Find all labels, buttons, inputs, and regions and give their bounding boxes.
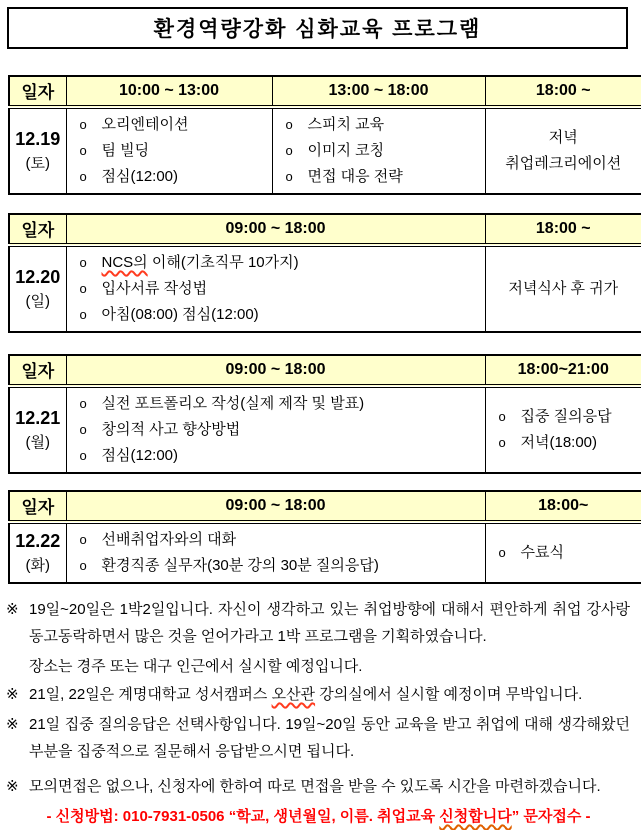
note-paragraph — [6, 773, 630, 800]
header-row — [9, 214, 641, 245]
program-list-cell — [66, 245, 485, 332]
program-center-text — [486, 123, 641, 179]
header-row — [9, 76, 641, 107]
note-text: 장소는 경주 또는 대구 인근에서 실시할 예정입니다. — [29, 658, 362, 675]
body-row — [9, 107, 641, 194]
program-list — [486, 401, 641, 459]
date-column-header: 일자 — [9, 491, 66, 522]
day-of-week: (토) — [10, 152, 66, 175]
note-marker: ※ — [6, 596, 29, 623]
date-cell — [9, 522, 66, 583]
schedule-table-12.19 — [8, 75, 641, 195]
time-column-header: 09:00 ~ 18:00 — [66, 355, 485, 386]
time-column-header: 18:00~21:00 — [485, 355, 641, 386]
program-list-cell — [66, 386, 485, 473]
program-item — [499, 404, 638, 430]
bullet-icon: o — [80, 276, 102, 302]
program-center-text — [486, 274, 641, 304]
program-center-cell — [485, 107, 641, 194]
program-item-label: 점심(12:00) — [102, 164, 179, 190]
bullet-icon: o — [80, 417, 102, 443]
document-title: 환경역량강화 심화교육 프로그램 — [154, 13, 482, 43]
program-center-line: 취업레크리에이션 — [488, 151, 640, 177]
note-paragraph — [6, 596, 630, 650]
note-paragraph — [6, 711, 630, 765]
notes-section — [0, 596, 637, 800]
date-cell — [9, 107, 66, 194]
program-item-label: NCS의 이해(기초직무 10가지) — [102, 250, 299, 276]
note-text: 19일~20일은 1박2일입니다. 자신이 생각하고 있는 취업방향에 대해서 편안하게 취업 강사랑 동고동락하면서 많은 것을 얻어가라고 1박 프로그램을 기획하였습니다. — [29, 601, 630, 645]
date-column-header: 일자 — [9, 76, 66, 107]
date-value: 12.22 — [10, 529, 66, 554]
program-item — [80, 417, 481, 443]
time-column-header: 18:00 ~ — [485, 214, 641, 245]
time-column-header: 13:00 ~ 18:00 — [272, 76, 485, 107]
day-of-week: (화) — [10, 554, 66, 577]
bullet-icon: o — [80, 164, 102, 190]
program-list — [67, 247, 485, 331]
date-cell — [9, 245, 66, 332]
date-cell — [9, 386, 66, 473]
program-item — [499, 540, 638, 566]
program-list-cell — [272, 107, 485, 194]
program-item-label: 선배취업자와의 대화 — [102, 527, 237, 553]
date-column-header: 일자 — [9, 214, 66, 245]
note-paragraph — [6, 681, 630, 708]
document-page — [0, 7, 637, 807]
program-item — [80, 302, 481, 328]
date-value: 12.21 — [10, 406, 66, 431]
program-center-line: 저녁 — [488, 125, 640, 151]
program-item-label: 오리엔테이션 — [102, 112, 189, 138]
bullet-icon: o — [80, 302, 102, 328]
bullet-icon: o — [499, 540, 521, 566]
bullet-icon: o — [499, 404, 521, 430]
note-text: 모의면접은 없으나, 신청자에 한하여 따로 면접을 받을 수 있도록 시간을 마련하겠습니다. — [29, 778, 601, 795]
spellcheck-squiggle: 오산관 — [272, 686, 315, 703]
program-list-cell — [66, 522, 485, 583]
schedule-table-12.20 — [8, 213, 641, 333]
program-list — [67, 109, 272, 193]
day-of-week: (월) — [10, 431, 66, 454]
program-list — [486, 537, 641, 569]
program-item — [499, 430, 638, 456]
program-list — [273, 109, 485, 193]
program-list-cell — [485, 522, 641, 583]
bullet-icon: o — [80, 391, 102, 417]
program-item-label: 팀 빌딩 — [102, 138, 150, 164]
program-item — [80, 443, 481, 469]
date-column-header: 일자 — [9, 355, 66, 386]
time-column-header: 10:00 ~ 13:00 — [66, 76, 272, 107]
program-item — [80, 527, 481, 553]
body-row — [9, 245, 641, 332]
program-item — [80, 112, 268, 138]
program-item — [80, 250, 481, 276]
body-row — [9, 522, 641, 583]
program-item — [286, 138, 481, 164]
schedule-tables — [0, 75, 637, 584]
day-of-week: (일) — [10, 290, 66, 313]
bullet-icon: o — [80, 112, 102, 138]
program-list — [67, 524, 485, 582]
program-item-label: 점심(12:00) — [102, 443, 179, 469]
program-item — [80, 553, 481, 579]
time-column-header: 18:00 ~ — [485, 76, 641, 107]
schedule-table-12.21 — [8, 354, 641, 474]
program-item — [286, 112, 481, 138]
note-marker: ※ — [6, 711, 29, 738]
bullet-icon: o — [80, 527, 102, 553]
header-row — [9, 355, 641, 386]
note-text: 21일 집중 질의응답은 선택사항입니다. 19일~20일 동안 교육을 받고 취업에 대해 생각해왔던 부분을 집중적으로 질문해서 응답받으시면 됩니다. — [29, 716, 630, 760]
program-center-line: 저녁식사 후 귀가 — [488, 276, 640, 302]
bullet-icon: o — [80, 250, 102, 276]
note-subline — [6, 653, 630, 680]
date-value: 12.19 — [10, 127, 66, 152]
bullet-icon: o — [286, 138, 308, 164]
document-title-box — [7, 7, 628, 49]
program-list — [67, 388, 485, 472]
bullet-icon: o — [286, 112, 308, 138]
date-value: 12.20 — [10, 265, 66, 290]
schedule-table-12.22 — [8, 490, 641, 584]
program-item — [80, 164, 268, 190]
program-item-label: 환경직종 실무자(30분 강의 30분 질의응답) — [102, 553, 379, 579]
program-list-cell — [485, 386, 641, 473]
program-item-label: 저녁(18:00) — [521, 430, 598, 456]
bullet-icon: o — [80, 553, 102, 579]
time-column-header: 09:00 ~ 18:00 — [66, 214, 485, 245]
program-item-label: 수료식 — [521, 540, 564, 566]
program-item-label: 면접 대응 전략 — [308, 164, 403, 190]
bullet-icon: o — [499, 430, 521, 456]
spellcheck-squiggle: NCS의 — [102, 254, 148, 271]
bullet-icon: o — [80, 443, 102, 469]
program-item — [286, 164, 481, 190]
application-method-line: - 신청방법: 010-7931-0506 “학교, 생년월일, 이름. 취업교육 신청합니다” 문자접수 - — [0, 803, 637, 830]
note-marker: ※ — [6, 773, 29, 800]
program-list-cell — [66, 107, 272, 194]
time-column-header: 09:00 ~ 18:00 — [66, 491, 485, 522]
program-item-label: 창의적 사고 향상방법 — [102, 417, 241, 443]
bullet-icon: o — [286, 164, 308, 190]
program-item-label: 입사서류 작성법 — [102, 276, 208, 302]
time-column-header: 18:00~ — [485, 491, 641, 522]
body-row — [9, 386, 641, 473]
program-item — [80, 276, 481, 302]
program-item — [80, 138, 268, 164]
program-item-label: 스피치 교육 — [308, 112, 385, 138]
program-item-label: 실전 포트폴리오 작성(실제 제작 및 발표) — [102, 391, 365, 417]
program-center-cell — [485, 245, 641, 332]
note-marker: ※ — [6, 681, 29, 708]
header-row — [9, 491, 641, 522]
program-item-label: 아침(08:00) 점심(12:00) — [102, 302, 259, 328]
bullet-icon: o — [80, 138, 102, 164]
program-item — [80, 391, 481, 417]
spellcheck-squiggle: 신청합니다 — [439, 808, 511, 825]
note-text: 21일, 22일은 계명대학교 성서캠퍼스 오산관 강의실에서 실시할 예정이며 무박입니다. — [29, 686, 582, 703]
program-item-label: 집중 질의응답 — [521, 404, 612, 430]
program-item-label: 이미지 코칭 — [308, 138, 385, 164]
